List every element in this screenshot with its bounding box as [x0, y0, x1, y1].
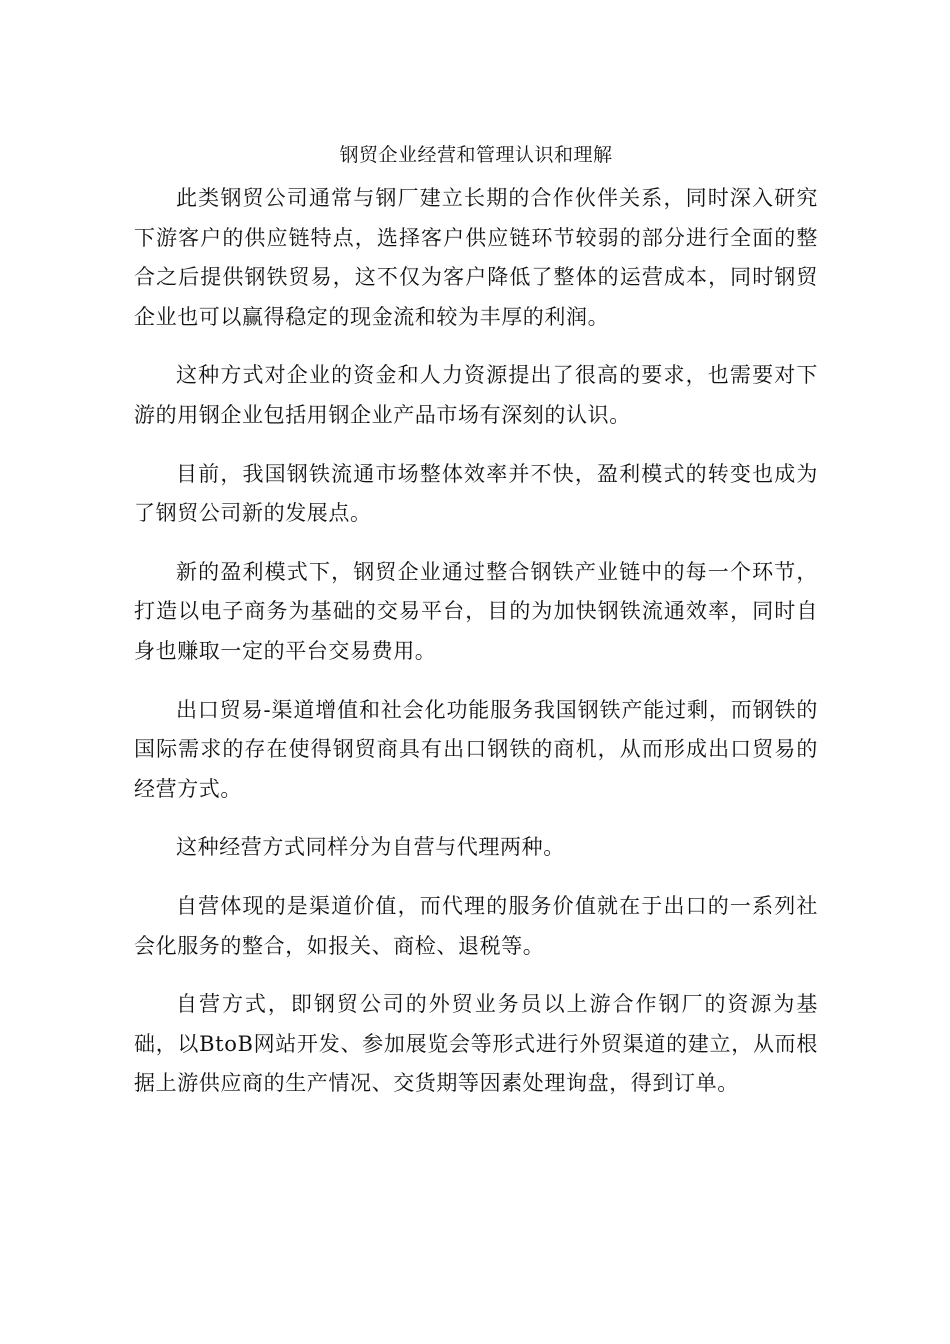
paragraph-2: 这种方式对企业的资金和人力资源提出了很高的要求，也需要对下游的用钢企业包括用钢企业产品市场有深刻的认识。: [134, 363, 818, 427]
paragraph-4: 新的盈利模式下，钢贸企业通过整合钢铁产业链中的每一个环节，打造以电子商务为基础的交易平台，目的为加快钢铁流通效率，同时自身也赚取一定的平台交易费用。: [134, 559, 818, 663]
document-title: 钢贸企业经营和管理认识和理解: [339, 144, 613, 166]
paragraph-3: 目前，我国钢铁流通市场整体效率并不快，盈利模式的转变也成为了钢贸公司新的发展点。: [134, 461, 818, 526]
paragraph-5: 出口贸易-渠道增值和社会化功能服务我国钢铁产能过剩，而钢铁的国际需求的存在使得钢贸商具有出口钢铁的商机，从而形成出口贸易的经营方式。: [134, 697, 818, 801]
paragraph-1: 此类钢贸公司通常与钢厂建立长期的合作伙伴关系，同时深入研究下游客户的供应链特点，选择客户供应链环节较弱的部分进行全面的整合之后提供钢铁贸易，这不仅为客户降低了整体的运营成本，同时钢贸企业也可以赢得稳定的现金流和较为丰厚的利润。: [134, 186, 818, 329]
paragraph-8: 自营方式，即钢贸公司的外贸业务员以上游合作钢厂的资源为基础，以BtoB网站开发、参加展览会等形式进行外贸渠道的建立，从而根据上游供应商的生产情况、交货期等因素处理询盘，得到订单。: [134, 992, 818, 1096]
paragraph-7: 自营体现的是渠道价值，而代理的服务价值就在于出口的一系列社会化服务的整合，如报关、商检、退税等。: [134, 893, 818, 958]
paragraph-6: 这种经营方式同样分为自营与代理两种。: [176, 835, 565, 860]
document-body: [134, 140, 818, 1123]
